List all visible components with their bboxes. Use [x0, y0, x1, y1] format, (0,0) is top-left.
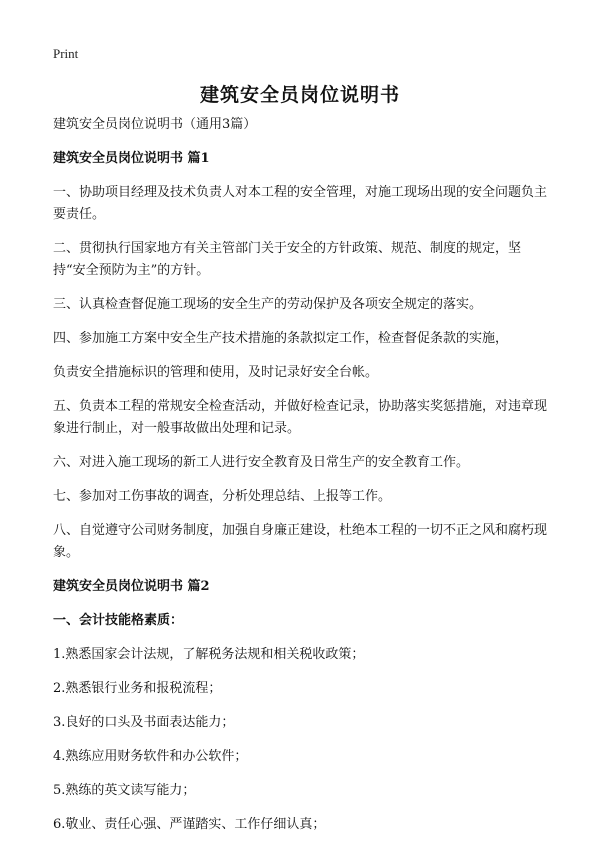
list-item: 4.熟练应用财务软件和办公软件；: [53, 749, 248, 764]
paragraph: 八、自觉遵守公司财务制度，加强自身廉正建设，杜绝本工程的一切不正之风和腐朽现象。: [53, 523, 548, 560]
paragraph: 四、参加施工方案中安全生产技术措施的条款拟定工作，检查督促条款的实施，: [53, 331, 509, 346]
document-body: [53, 114, 548, 848]
section-heading-1: 建筑安全员岗位说明书 篇1: [53, 151, 210, 166]
section-heading-2: 建筑安全员岗位说明书 篇2: [53, 579, 210, 594]
paragraph: 六、对进入施工现场的新工人进行安全教育及日常生产的安全教育工作。: [53, 455, 470, 470]
list-item: 5.熟练的英文读写能力；: [53, 783, 196, 798]
paragraph: 五、负责本工程的常规安全检查活动，并做好检查记录，协助落实奖惩措施，对违章现象进行制止，对一般事故做出处理和记录。: [53, 399, 548, 436]
page-title: 建筑安全员岗位说明书: [199, 84, 400, 106]
paragraph: 三、认真检查督促施工现场的安全生产的劳动保护及各项安全规定的落实。: [53, 297, 483, 312]
print-link[interactable]: Print: [53, 46, 79, 61]
section-subheading: 一、会计技能格素质：: [53, 613, 184, 628]
list-item: 2.熟悉银行业务和报税流程；: [53, 681, 222, 696]
list-item: 3.良好的口头及书面表达能力；: [53, 715, 235, 730]
document-subtitle: 建筑安全员岗位说明书（通用3篇）: [53, 117, 257, 132]
paragraph: 七、参加对工伤事故的调查，分析处理总结、上报等工作。: [53, 489, 392, 504]
paragraph: 二、贯彻执行国家地方有关主管部门关于安全的方针政策、规范、制度的规定，坚持“安全预防为主”的方针。: [53, 241, 522, 278]
paragraph: 一、协助项目经理及技术负责人对本工程的安全管理，对施工现场出现的安全问题负主要责任。: [53, 185, 548, 222]
list-item: 6.敬业、责任心强、严谨踏实、工作仔细认真；: [53, 817, 326, 832]
paragraph: 负责安全措施标识的管理和使用，及时记录好安全台帐。: [53, 365, 379, 380]
list-item: 1.熟悉国家会计法规，了解税务法规和相关税收政策；: [53, 647, 365, 662]
